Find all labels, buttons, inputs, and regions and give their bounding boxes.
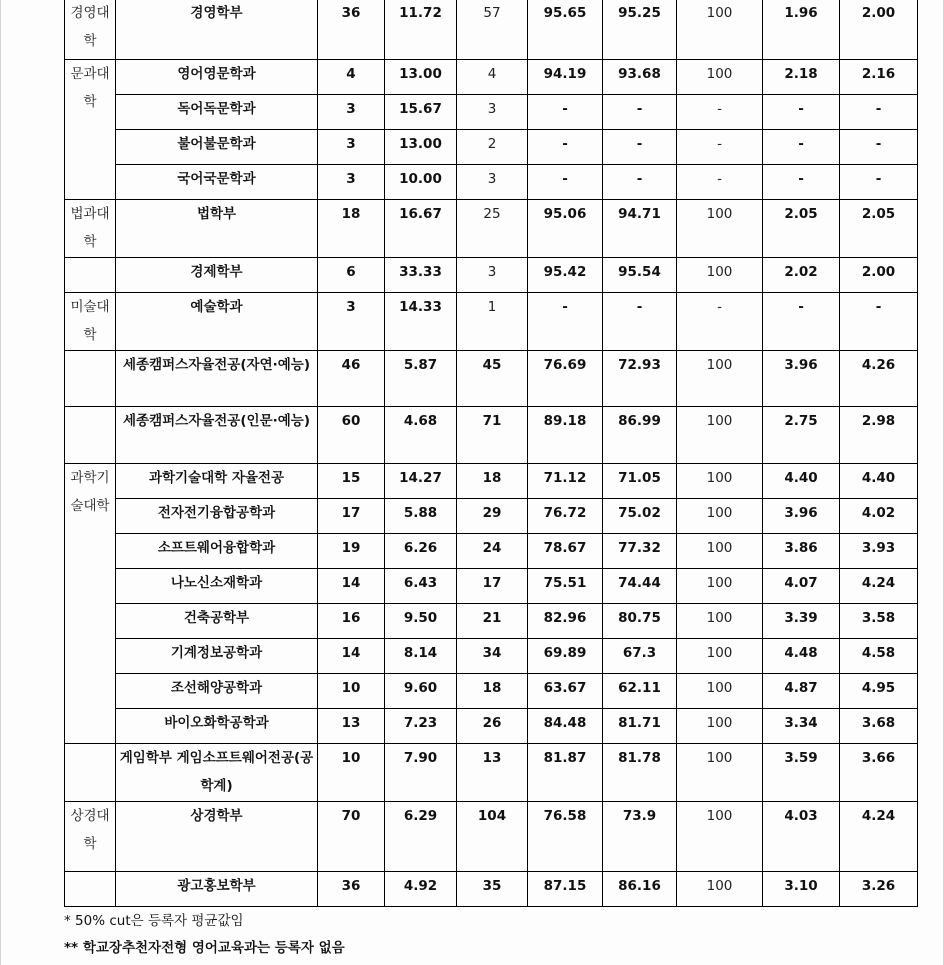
department-cell: 경영학부	[116, 0, 318, 60]
competition-rate-cell: 10.00	[385, 165, 457, 200]
table-row	[65, 60, 918, 95]
department-cell: 상경학부	[116, 802, 318, 872]
college-cell: 경영대학	[65, 0, 116, 60]
value-cell-8: 100	[677, 499, 763, 534]
value-cell-8: 100	[677, 200, 763, 258]
value-cell-7: 71.05	[603, 464, 677, 499]
value-cell-6: 76.69	[528, 351, 603, 407]
table-row	[65, 464, 918, 499]
department-cell: 국어국문학과	[116, 165, 318, 200]
value-cell-7: 73.9	[603, 802, 677, 872]
value-cell-5: 4	[457, 60, 528, 95]
value-cell-8: 100	[677, 802, 763, 872]
competition-rate-cell: 5.87	[385, 351, 457, 407]
value-cell-7: 93.68	[603, 60, 677, 95]
department-cell: 불어불문학과	[116, 130, 318, 165]
value-cell-6: 95.65	[528, 0, 603, 60]
value-cell-9: 3.59	[763, 744, 840, 802]
value-cell-5: 21	[457, 604, 528, 639]
value-cell-9: 4.40	[763, 464, 840, 499]
value-cell-5: 71	[457, 407, 528, 464]
value-cell-6: 75.51	[528, 569, 603, 604]
value-cell-9: -	[763, 293, 840, 351]
value-cell-7: 95.54	[603, 258, 677, 293]
value-cell-8: 100	[677, 534, 763, 569]
table-row	[65, 534, 918, 569]
value-cell-6: 89.18	[528, 407, 603, 464]
table-row	[65, 604, 918, 639]
value-cell-6: -	[528, 165, 603, 200]
quota-cell: 4	[318, 60, 385, 95]
department-cell: 독어독문학과	[116, 95, 318, 130]
value-cell-7: 81.78	[603, 744, 677, 802]
value-cell-6: 95.42	[528, 258, 603, 293]
value-cell-10: 2.05	[840, 200, 918, 258]
department-cell: 소프트웨어융합학과	[116, 534, 318, 569]
value-cell-9: 4.87	[763, 674, 840, 709]
value-cell-6: 78.67	[528, 534, 603, 569]
value-cell-9: 3.96	[763, 499, 840, 534]
quota-cell: 3	[318, 293, 385, 351]
value-cell-6: 84.48	[528, 709, 603, 744]
competition-rate-cell: 9.60	[385, 674, 457, 709]
quota-cell: 10	[318, 744, 385, 802]
department-cell: 세종캠퍼스자율전공(자연·예능)	[116, 351, 318, 407]
value-cell-5: 3	[457, 258, 528, 293]
table-row	[65, 258, 918, 293]
quota-cell: 13	[318, 709, 385, 744]
value-cell-10: 2.00	[840, 258, 918, 293]
value-cell-5: 29	[457, 499, 528, 534]
value-cell-6: -	[528, 130, 603, 165]
value-cell-7: 81.71	[603, 709, 677, 744]
competition-rate-cell: 4.92	[385, 872, 457, 907]
table-row	[65, 165, 918, 200]
value-cell-5: 1	[457, 293, 528, 351]
table-row	[65, 499, 918, 534]
competition-rate-cell: 5.88	[385, 499, 457, 534]
value-cell-9: 3.34	[763, 709, 840, 744]
value-cell-10: -	[840, 95, 918, 130]
department-cell: 조선해양공학과	[116, 674, 318, 709]
value-cell-8: -	[677, 293, 763, 351]
value-cell-7: -	[603, 130, 677, 165]
table-row	[65, 744, 918, 802]
department-cell: 예술학과	[116, 293, 318, 351]
college-cell	[65, 407, 116, 464]
quota-cell: 70	[318, 802, 385, 872]
competition-rate-cell: 6.29	[385, 802, 457, 872]
value-cell-8: 100	[677, 569, 763, 604]
value-cell-9: 4.07	[763, 569, 840, 604]
department-cell: 게임학부 게임소프트웨어전공(공학계)	[116, 744, 318, 802]
competition-rate-cell: 8.14	[385, 639, 457, 674]
quota-cell: 3	[318, 130, 385, 165]
competition-rate-cell: 14.27	[385, 464, 457, 499]
value-cell-6: 82.96	[528, 604, 603, 639]
value-cell-5: 104	[457, 802, 528, 872]
value-cell-6: -	[528, 293, 603, 351]
value-cell-10: 3.26	[840, 872, 918, 907]
value-cell-7: -	[603, 95, 677, 130]
value-cell-7: 74.44	[603, 569, 677, 604]
value-cell-10: 4.95	[840, 674, 918, 709]
table-row	[65, 407, 918, 464]
value-cell-10: 3.66	[840, 744, 918, 802]
value-cell-8: -	[677, 130, 763, 165]
value-cell-8: 100	[677, 0, 763, 60]
table-row	[65, 674, 918, 709]
department-cell: 광고홍보학부	[116, 872, 318, 907]
value-cell-5: 3	[457, 165, 528, 200]
value-cell-6: 81.87	[528, 744, 603, 802]
value-cell-5: 18	[457, 674, 528, 709]
value-cell-10: 2.16	[840, 60, 918, 95]
competition-rate-cell: 4.68	[385, 407, 457, 464]
table-row	[65, 130, 918, 165]
value-cell-10: 4.02	[840, 499, 918, 534]
value-cell-10: -	[840, 130, 918, 165]
value-cell-10: 4.26	[840, 351, 918, 407]
table-row	[65, 0, 918, 60]
college-cell	[65, 872, 116, 907]
value-cell-6: 76.58	[528, 802, 603, 872]
competition-rate-cell: 6.43	[385, 569, 457, 604]
quota-cell: 46	[318, 351, 385, 407]
value-cell-9: 1.96	[763, 0, 840, 60]
value-cell-7: 94.71	[603, 200, 677, 258]
value-cell-6: 76.72	[528, 499, 603, 534]
value-cell-8: 100	[677, 674, 763, 709]
value-cell-8: -	[677, 165, 763, 200]
competition-rate-cell: 13.00	[385, 130, 457, 165]
department-cell: 법학부	[116, 200, 318, 258]
value-cell-7: 80.75	[603, 604, 677, 639]
footnote-1: * 50% cut은 등록자 평균값임	[64, 913, 244, 929]
department-cell: 나노신소재학과	[116, 569, 318, 604]
value-cell-7: -	[603, 293, 677, 351]
value-cell-8: 100	[677, 60, 763, 95]
competition-rate-cell: 7.23	[385, 709, 457, 744]
value-cell-5: 24	[457, 534, 528, 569]
competition-rate-cell: 6.26	[385, 534, 457, 569]
table-row	[65, 200, 918, 258]
value-cell-5: 18	[457, 464, 528, 499]
competition-rate-cell: 16.67	[385, 200, 457, 258]
quota-cell: 3	[318, 165, 385, 200]
value-cell-7: 77.32	[603, 534, 677, 569]
value-cell-9: 3.96	[763, 351, 840, 407]
value-cell-8: 100	[677, 744, 763, 802]
value-cell-9: -	[763, 165, 840, 200]
competition-rate-cell: 9.50	[385, 604, 457, 639]
value-cell-7: 72.93	[603, 351, 677, 407]
college-cell	[65, 351, 116, 407]
value-cell-9: 3.39	[763, 604, 840, 639]
table-row	[65, 351, 918, 407]
college-cell	[65, 258, 116, 293]
table-row	[65, 639, 918, 674]
value-cell-5: 13	[457, 744, 528, 802]
quota-cell: 36	[318, 872, 385, 907]
value-cell-7: -	[603, 165, 677, 200]
value-cell-10: 3.93	[840, 534, 918, 569]
competition-rate-cell: 13.00	[385, 60, 457, 95]
value-cell-7: 86.16	[603, 872, 677, 907]
value-cell-9: -	[763, 130, 840, 165]
value-cell-8: 100	[677, 407, 763, 464]
footnote-2: ** 학교장추천자전형 영어교육과는 등록자 없음	[64, 940, 345, 956]
quota-cell: 6	[318, 258, 385, 293]
college-cell: 법과대학	[65, 200, 116, 258]
value-cell-9: 2.75	[763, 407, 840, 464]
table-body	[65, 0, 918, 907]
department-cell: 바이오화학공학과	[116, 709, 318, 744]
department-cell: 건축공학부	[116, 604, 318, 639]
value-cell-8: 100	[677, 464, 763, 499]
value-cell-7: 67.3	[603, 639, 677, 674]
value-cell-6: 63.67	[528, 674, 603, 709]
page-edge-left	[0, 0, 1, 965]
competition-rate-cell: 14.33	[385, 293, 457, 351]
value-cell-8: 100	[677, 604, 763, 639]
value-cell-8: 100	[677, 258, 763, 293]
quota-cell: 19	[318, 534, 385, 569]
value-cell-7: 95.25	[603, 0, 677, 60]
value-cell-10: 4.24	[840, 569, 918, 604]
table-row	[65, 872, 918, 907]
value-cell-8: 100	[677, 872, 763, 907]
value-cell-9: 2.05	[763, 200, 840, 258]
value-cell-9: 3.86	[763, 534, 840, 569]
department-cell: 기계정보공학과	[116, 639, 318, 674]
value-cell-9: 4.48	[763, 639, 840, 674]
value-cell-10: 4.58	[840, 639, 918, 674]
department-cell: 경제학부	[116, 258, 318, 293]
value-cell-6: -	[528, 95, 603, 130]
value-cell-5: 25	[457, 200, 528, 258]
value-cell-6: 71.12	[528, 464, 603, 499]
value-cell-5: 35	[457, 872, 528, 907]
competition-rate-cell: 11.72	[385, 0, 457, 60]
college-cell	[65, 744, 116, 802]
college-cell: 상경대학	[65, 802, 116, 872]
quota-cell: 14	[318, 569, 385, 604]
quota-cell: 18	[318, 200, 385, 258]
department-cell: 과학기술대학 자율전공	[116, 464, 318, 499]
value-cell-5: 34	[457, 639, 528, 674]
table-row	[65, 95, 918, 130]
value-cell-9: -	[763, 95, 840, 130]
department-cell: 영어영문학과	[116, 60, 318, 95]
value-cell-9: 2.18	[763, 60, 840, 95]
competition-rate-cell: 7.90	[385, 744, 457, 802]
value-cell-8: 100	[677, 351, 763, 407]
value-cell-5: 17	[457, 569, 528, 604]
value-cell-10: 4.40	[840, 464, 918, 499]
value-cell-7: 86.99	[603, 407, 677, 464]
quota-cell: 14	[318, 639, 385, 674]
college-cell: 과학기술대학	[65, 464, 116, 744]
value-cell-9: 2.02	[763, 258, 840, 293]
department-cell: 전자전기융합공학과	[116, 499, 318, 534]
value-cell-10: 2.98	[840, 407, 918, 464]
value-cell-8: 100	[677, 639, 763, 674]
admission-results-table	[64, 0, 918, 907]
quota-cell: 10	[318, 674, 385, 709]
value-cell-7: 75.02	[603, 499, 677, 534]
value-cell-5: 57	[457, 0, 528, 60]
quota-cell: 60	[318, 407, 385, 464]
value-cell-5: 26	[457, 709, 528, 744]
value-cell-10: 3.58	[840, 604, 918, 639]
value-cell-10: 2.00	[840, 0, 918, 60]
value-cell-8: 100	[677, 709, 763, 744]
college-cell: 미술대학	[65, 293, 116, 351]
value-cell-6: 95.06	[528, 200, 603, 258]
value-cell-9: 3.10	[763, 872, 840, 907]
value-cell-6: 94.19	[528, 60, 603, 95]
competition-rate-cell: 33.33	[385, 258, 457, 293]
quota-cell: 16	[318, 604, 385, 639]
value-cell-6: 69.89	[528, 639, 603, 674]
quota-cell: 3	[318, 95, 385, 130]
quota-cell: 17	[318, 499, 385, 534]
table-row	[65, 569, 918, 604]
quota-cell: 15	[318, 464, 385, 499]
value-cell-10: 4.24	[840, 802, 918, 872]
value-cell-6: 87.15	[528, 872, 603, 907]
value-cell-10: 3.68	[840, 709, 918, 744]
value-cell-5: 2	[457, 130, 528, 165]
value-cell-10: -	[840, 293, 918, 351]
department-cell: 세종캠퍼스자율전공(인문·예능)	[116, 407, 318, 464]
value-cell-10: -	[840, 165, 918, 200]
table-row	[65, 802, 918, 872]
quota-cell: 36	[318, 0, 385, 60]
value-cell-5: 45	[457, 351, 528, 407]
table-row	[65, 709, 918, 744]
value-cell-5: 3	[457, 95, 528, 130]
value-cell-7: 62.11	[603, 674, 677, 709]
value-cell-9: 4.03	[763, 802, 840, 872]
competition-rate-cell: 15.67	[385, 95, 457, 130]
college-cell: 문과대학	[65, 60, 116, 200]
table-row	[65, 293, 918, 351]
value-cell-8: -	[677, 95, 763, 130]
